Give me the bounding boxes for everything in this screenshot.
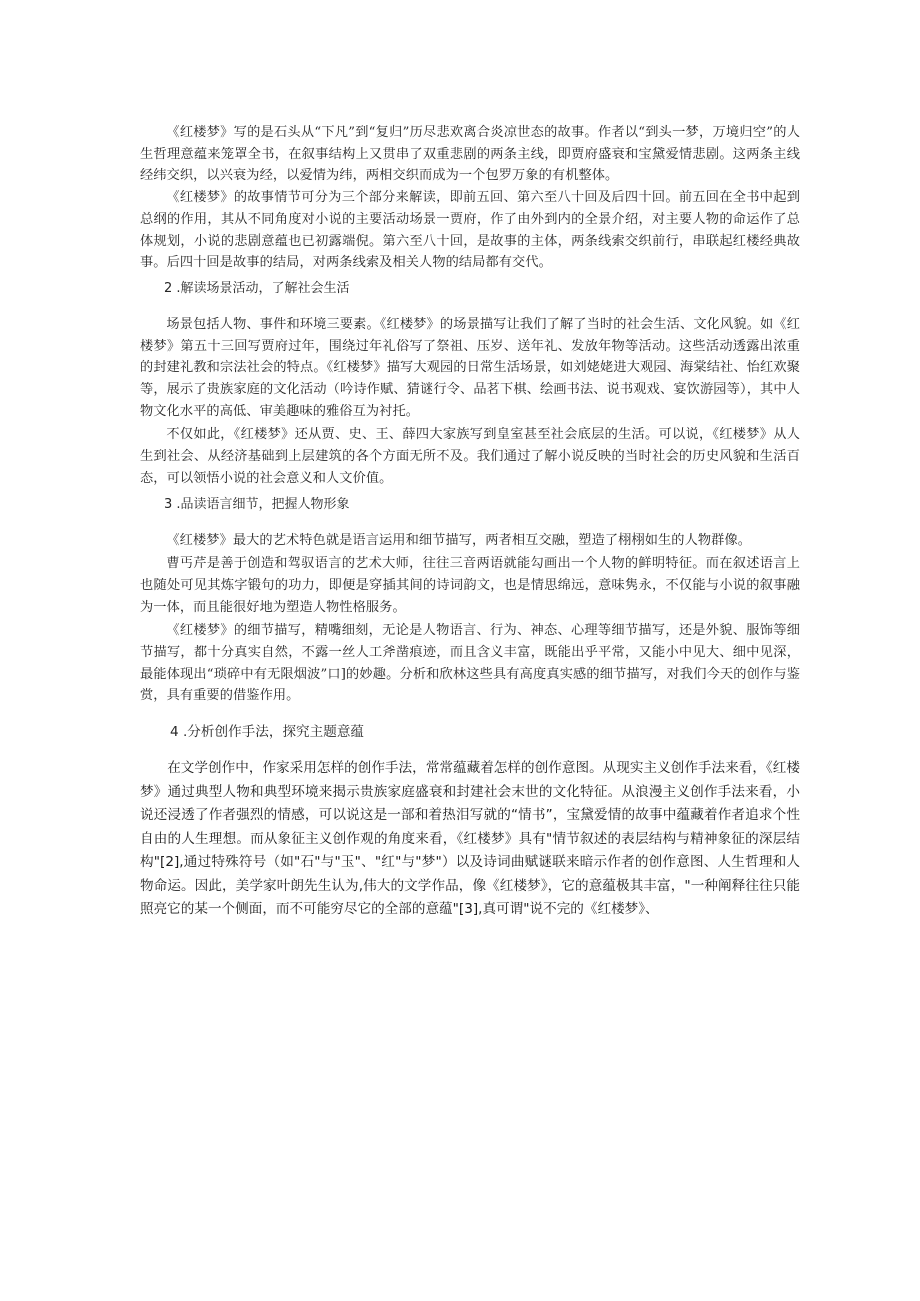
paragraph-society: 不仅如此，《红楼梦》还从贾、史、王、薛四大家族写到皇室甚至社会底层的生活。可以说，《红楼梦》从人生到社会、从经济基础到上层建筑的各个方面无所不及。我们通过了解小说反映的当时社会的历史风貌和生活百态，可以领悟小说的社会意义和人文价值。 [140, 427, 800, 486]
paragraph-art-feature: 《红楼梦》最大的艺术特色就是语言运用和细节描写，两者相互交融，塑造了栩栩如生的人物群像。 [166, 532, 752, 548]
paragraph-plot-structure: 《红楼梦》的故事情节可分为三个部分来解读，即前五回、第六至八十回及后四十回。前五回在全书中起到总纲的作用，其从不同角度对小说的主要活动场景一贾府，作了由外到内的全景介绍，对主要人物的命运作了总体规划，小说的悲剧意蕴也已初露端倪。第六至八十回，是故事的主体，两条线索交织前行，串联起红楼经典故事。后四十回是故事的结局，对两条线索及相关人物的结局都有交代。 [140, 190, 800, 271]
paragraph-language: 曹丐芹是善于创造和驾驭语言的艺术大师，往往三音两语就能勾画出一个人物的鲜明特征。而在叙述语言上也随处可见其炼字锻句的功力，即便是穿插其间的诗词韵文，也是情思绵远，意味隽永，不仅能与小说的叙事融为一体，而且能很好地为塑造人物性格服务。 [140, 556, 800, 615]
section-heading-4: 4 .分析创作手法，探究主题意蕴 [170, 724, 365, 741]
paragraph-scenes: 场景包括人物、事件和环境三要素。《红楼梦》的场景描写让我们了解了当时的社会生活、文化风貌。如《红楼梦》第五十三回写贾府过年，围绕过年礼俗写了祭祖、压岁、送年礼、发放年物等活动。这些活动透露出浓重的封建礼教和宗法社会的特点。《红楼梦》描写大观园的日常生活场景，如刘姥姥进大观园、海棠结社、怡红欢聚等，展示了贵族家庭的文化活动（吟诗作赋、猜谜行令、品茗下棋、绘画书法、说书观戏、宴饮游园等），其中人物文化水平的高低、审美趣味的雅俗互为衬托。 [140, 316, 800, 419]
section-heading-3: 3 .品读语言细节，把握人物形象 [164, 496, 350, 512]
paragraph-creative-method: 在文学创作中，作家采用怎样的创作手法，常常蕴藏着怎样的创作意图。从现实主义创作手法来看，《红楼梦》通过典型人物和典型环境来揭示贵族家庭盛衰和封建社会末世的文化特征。从浪漫主义创作手法来看，小说还浸透了作者强烈的情感，可以说这是一部和着热泪写就的“情书”，宝黛爱情的故事中蕴藏着作者追求个性自由的人生理想。而从象征主义创作观的角度来看，《红楼梦》具有"情节叙述的表层结构与精神象征的深层结构"[2],通过特殊符号（如"石"与"玉"、"红"与"梦"）以及诗词曲赋谜联来暗示作者的创作意图、人生哲理和人物命运。因此，美学家叶朗先生认为,伟大的文学作品，像《红楼梦》，它的意蕴极其丰富，"一种阐释往往只能照亮它的某一个侧面，而不可能穷尽它的全部的意蕴"[3],真可谓"说不完的《红楼梦》、 [140, 760, 800, 918]
paragraph-details: 《红楼梦》的细节描写，精嘴细刻，无论是人物语言、行为、神态、心理等细节描写，还是外貌、服饰等细节描写，都十分真实自然，不露一丝人工斧凿痕迹，而且含义丰富，既能出乎平常，又能小中见大、细中见深，最能体现出“琐碎中有无限烟波”口]的妙趣。分析和欣林这些具有高度真实感的细节描写，对我们今天的创作与鉴赏，具有重要的借鉴作用。 [140, 623, 800, 704]
document-page [140, 122, 800, 922]
section-heading-2: 2 .解读场景活动，了解社会生活 [164, 280, 350, 296]
paragraph-plot-summary: 《红楼梦》写的是石头从“下凡”到“复归”历尽悲欢离合炎凉世态的故事。作者以“到头一梦，万境归空”的人生哲理意蕴来笼罩全书，在叙事结构上又贯串了双重悲剧的两条主线，即贾府盛衰和宝黛爱情悲剧。这两条主线经纬交织，以兴衰为经，以爱情为纬，两相交织而成为一个包罗万象的有机整体。 [140, 125, 800, 184]
